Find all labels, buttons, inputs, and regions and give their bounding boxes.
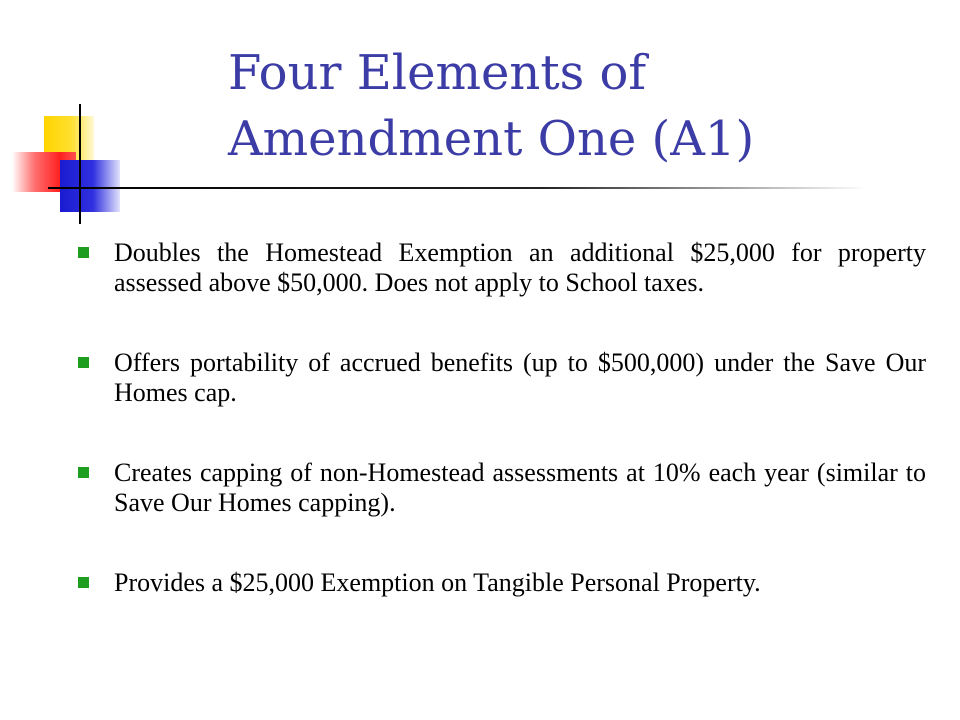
title-line-1: Four Elements of xyxy=(228,45,647,101)
bullet-item-portability xyxy=(76,348,926,408)
bullet-text: Creates capping of non-Homestead assessments at 10% each year (similar to Save Our Homes capping). xyxy=(114,458,926,517)
bullet-item-tangible-property xyxy=(76,568,926,598)
bullet-item-homestead-exemption xyxy=(76,238,926,298)
bullet-item-capping xyxy=(76,458,926,518)
bullet-list xyxy=(76,238,926,598)
bullet-text: Offers portability of accrued benefits (up to $500,000) under the Save Our Homes cap. xyxy=(114,348,926,407)
square-bullet-icon xyxy=(78,467,89,478)
bullet-text: Doubles the Homestead Exemption an additional $25,000 for property assessed above $50,000. Does not apply to School taxes. xyxy=(114,238,926,297)
slide-title xyxy=(228,40,908,172)
title-line-2: Amendment One (A1) xyxy=(228,111,755,167)
blue-square-shape xyxy=(60,160,120,212)
square-bullet-icon xyxy=(78,357,89,368)
vertical-rule xyxy=(79,104,81,224)
bullet-text: Provides a $25,000 Exemption on Tangible Personal Property. xyxy=(114,568,761,597)
decorative-logo xyxy=(0,0,140,230)
square-bullet-icon xyxy=(78,247,89,258)
square-bullet-icon xyxy=(78,577,89,588)
title-underline-rule xyxy=(48,187,868,189)
